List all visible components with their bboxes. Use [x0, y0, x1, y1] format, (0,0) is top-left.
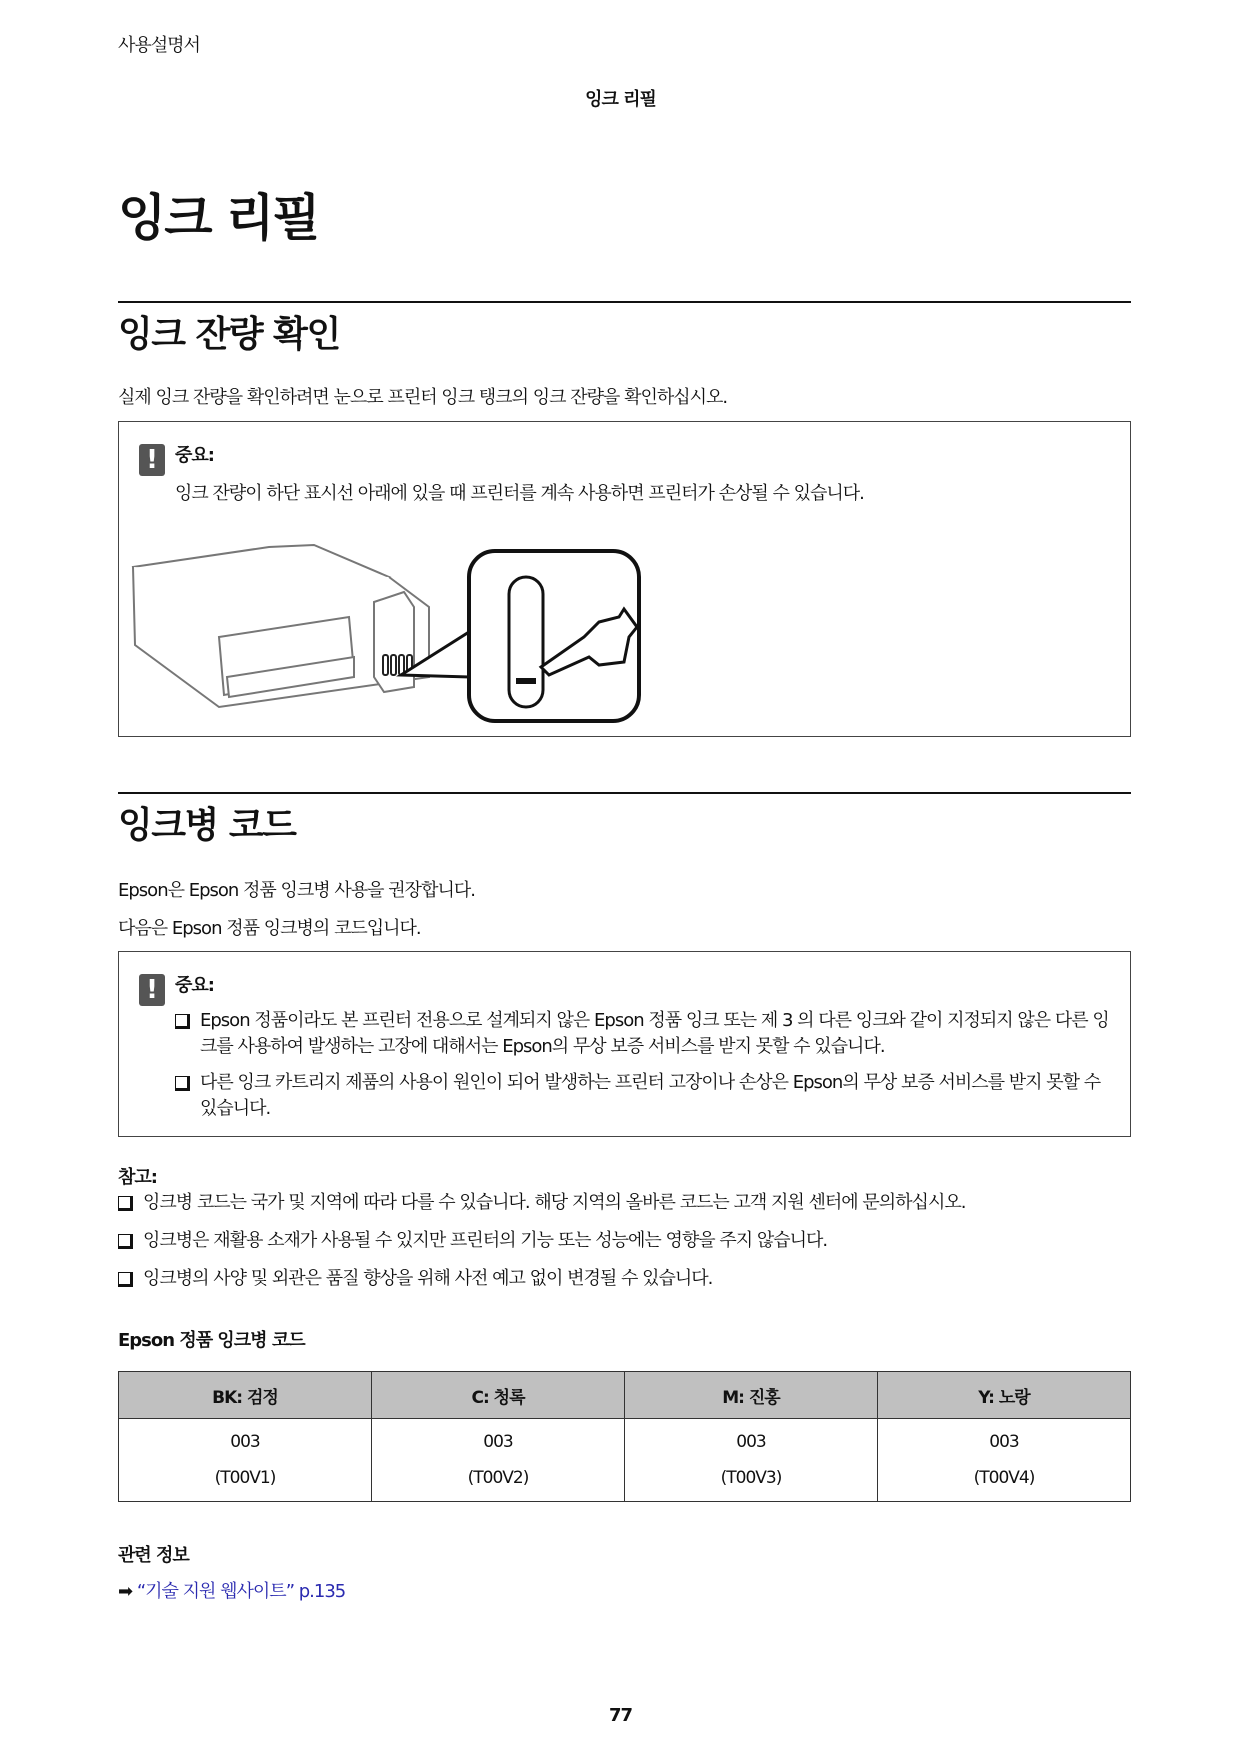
table-row — [119, 1419, 1131, 1502]
ink-code: 003 — [989, 1432, 1019, 1452]
printer-ink-level-illustration — [129, 537, 659, 727]
section-heading: 잉크병 코드 — [118, 805, 296, 846]
ink-code: 003 — [736, 1432, 766, 1452]
ink-code: 003 — [483, 1432, 513, 1452]
tech-support-link[interactable]: “기술 지원 웹사이트” p.135 — [136, 1581, 346, 1602]
checkbox-bullet-icon — [118, 1196, 133, 1211]
divider — [118, 301, 1131, 303]
warning-icon: ! — [139, 444, 165, 476]
note-item — [118, 1226, 827, 1252]
ink-code: 003 — [230, 1432, 260, 1452]
table-cell — [625, 1419, 878, 1502]
table-cell — [372, 1419, 625, 1502]
divider — [118, 792, 1131, 794]
checkbox-bullet-icon — [118, 1272, 133, 1287]
note-item-text: 잉크병의 사양 및 외관은 품질 향상을 위해 사전 예고 없이 변경될 수 있습니다. — [143, 1268, 713, 1289]
paragraph: Epson은 Epson 정품 잉크병 사용을 권장합니다. — [118, 880, 475, 901]
note-item-text: 잉크병 코드는 국가 및 지역에 따라 다를 수 있습니다. 해당 지역의 올바른 코드는 고객 지원 센터에 문의하십시오. — [143, 1192, 966, 1213]
checkbox-bullet-icon — [175, 1076, 190, 1091]
list-item-text: 다른 잉크 카트리지 제품의 사용이 원인이 되어 발생하는 프린터 고장이나 손상은 Epson의 무상 보증 서비스를 받지 못할 수 있습니다. — [200, 1072, 1101, 1119]
list-item — [175, 1008, 1115, 1060]
related-info-label: 관련 정보 — [118, 1545, 189, 1566]
ink-subcode: (T00V3) — [720, 1468, 782, 1488]
note-item — [118, 1264, 712, 1290]
column-header: M: 진홍 — [625, 1372, 878, 1419]
ink-subcode: (T00V1) — [214, 1468, 276, 1488]
checkbox-bullet-icon — [175, 1014, 190, 1029]
table-caption: Epson 정품 잉크병 코드 — [118, 1330, 305, 1351]
table-cell — [878, 1419, 1131, 1502]
important-label: 중요: — [175, 445, 214, 466]
list-item-text: Epson 정품이라도 본 프린터 전용으로 설계되지 않은 Epson 정품 잉크 또는 제 3 의 다른 잉크와 같이 지정되지 않은 다른 잉크를 사용하여 발생하는 고장에 대해서는 Epson의 무상 보증 서비스를 받지 못할 수 있습니다. — [200, 1010, 1109, 1057]
column-header: Y: 노랑 — [878, 1372, 1131, 1419]
ink-code-table — [118, 1371, 1131, 1502]
list-item — [175, 1070, 1115, 1122]
important-box — [118, 951, 1131, 1137]
checkbox-bullet-icon — [118, 1234, 133, 1249]
page-number: 77 — [608, 1705, 633, 1726]
section-heading: 잉크 잔량 확인 — [118, 314, 340, 355]
note-item — [118, 1188, 965, 1214]
related-link-row — [118, 1577, 345, 1603]
important-text: 잉크 잔량이 하단 표시선 아래에 있을 때 프린터를 계속 사용하면 프린터가 손상될 수 있습니다. — [175, 483, 864, 504]
warning-icon: ! — [139, 974, 165, 1006]
table-header-row — [119, 1372, 1131, 1419]
note-item-text: 잉크병은 재활용 소재가 사용될 수 있지만 프린터의 기능 또는 성능에는 영향을 주지 않습니다. — [143, 1230, 828, 1251]
paragraph: 다음은 Epson 정품 잉크병의 코드입니다. — [118, 918, 421, 939]
table-cell — [119, 1419, 372, 1502]
column-header: C: 청록 — [372, 1372, 625, 1419]
ink-subcode: (T00V4) — [973, 1468, 1035, 1488]
note-label: 참고: — [118, 1167, 157, 1188]
doc-title: 사용설명서 — [118, 35, 200, 56]
important-list — [175, 1008, 1115, 1122]
running-header: 잉크 리필 — [585, 89, 656, 110]
column-header: BK: 검정 — [119, 1372, 372, 1419]
page-title: 잉크 리필 — [118, 189, 319, 247]
important-box — [118, 421, 1131, 737]
arrow-right-icon: ➡ — [118, 1581, 133, 1602]
paragraph: 실제 잉크 잔량을 확인하려면 눈으로 프린터 잉크 탱크의 잉크 잔량을 확인하십시오. — [118, 387, 728, 408]
ink-subcode: (T00V2) — [467, 1468, 529, 1488]
important-label: 중요: — [175, 975, 214, 996]
